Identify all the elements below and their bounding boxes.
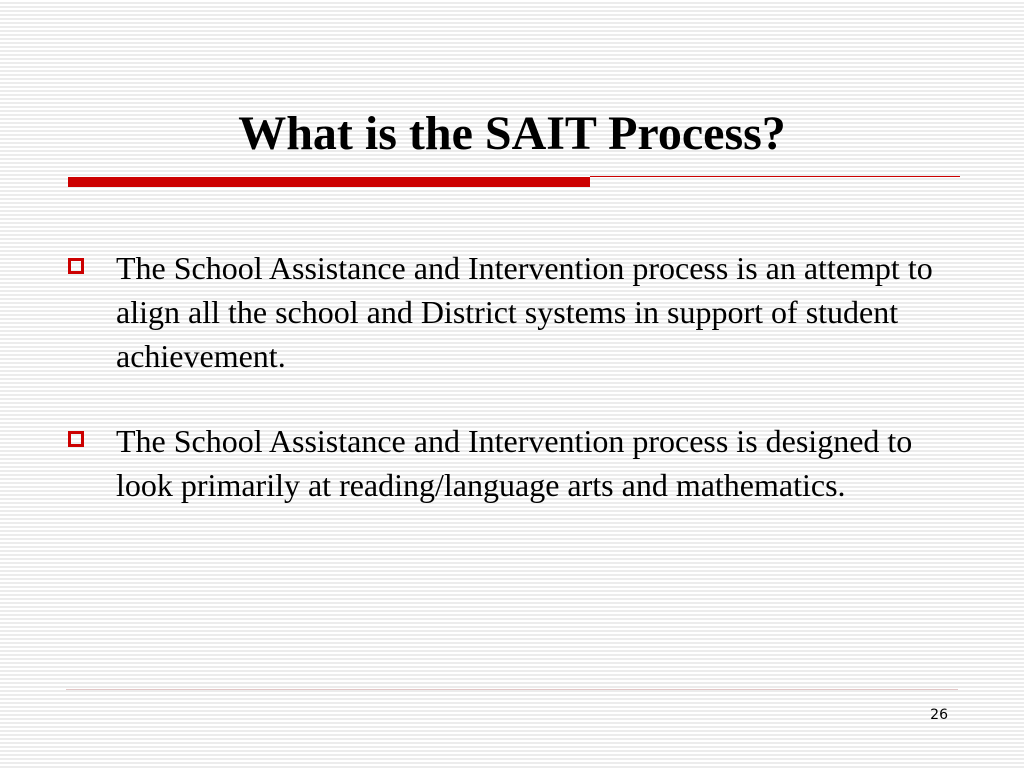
- bullet-text: The School Assistance and Intervention process is an attempt to align all the school and District systems in support of student achievement.: [116, 250, 933, 374]
- title-underline-thin: [590, 176, 960, 177]
- bullet-item: [66, 246, 956, 378]
- title-underline-thick: [68, 177, 590, 187]
- bullet-text: The School Assistance and Intervention process is designed to look primarily at reading/language arts and mathematics.: [116, 423, 913, 503]
- hollow-square-icon: [68, 431, 84, 447]
- slide-title: What is the SAIT Process?: [238, 107, 786, 160]
- bullet-item: [66, 419, 956, 507]
- page-number: 26: [930, 707, 948, 723]
- hollow-square-icon: [68, 258, 84, 274]
- footer-divider: [66, 689, 958, 690]
- bullet-list: [66, 246, 956, 548]
